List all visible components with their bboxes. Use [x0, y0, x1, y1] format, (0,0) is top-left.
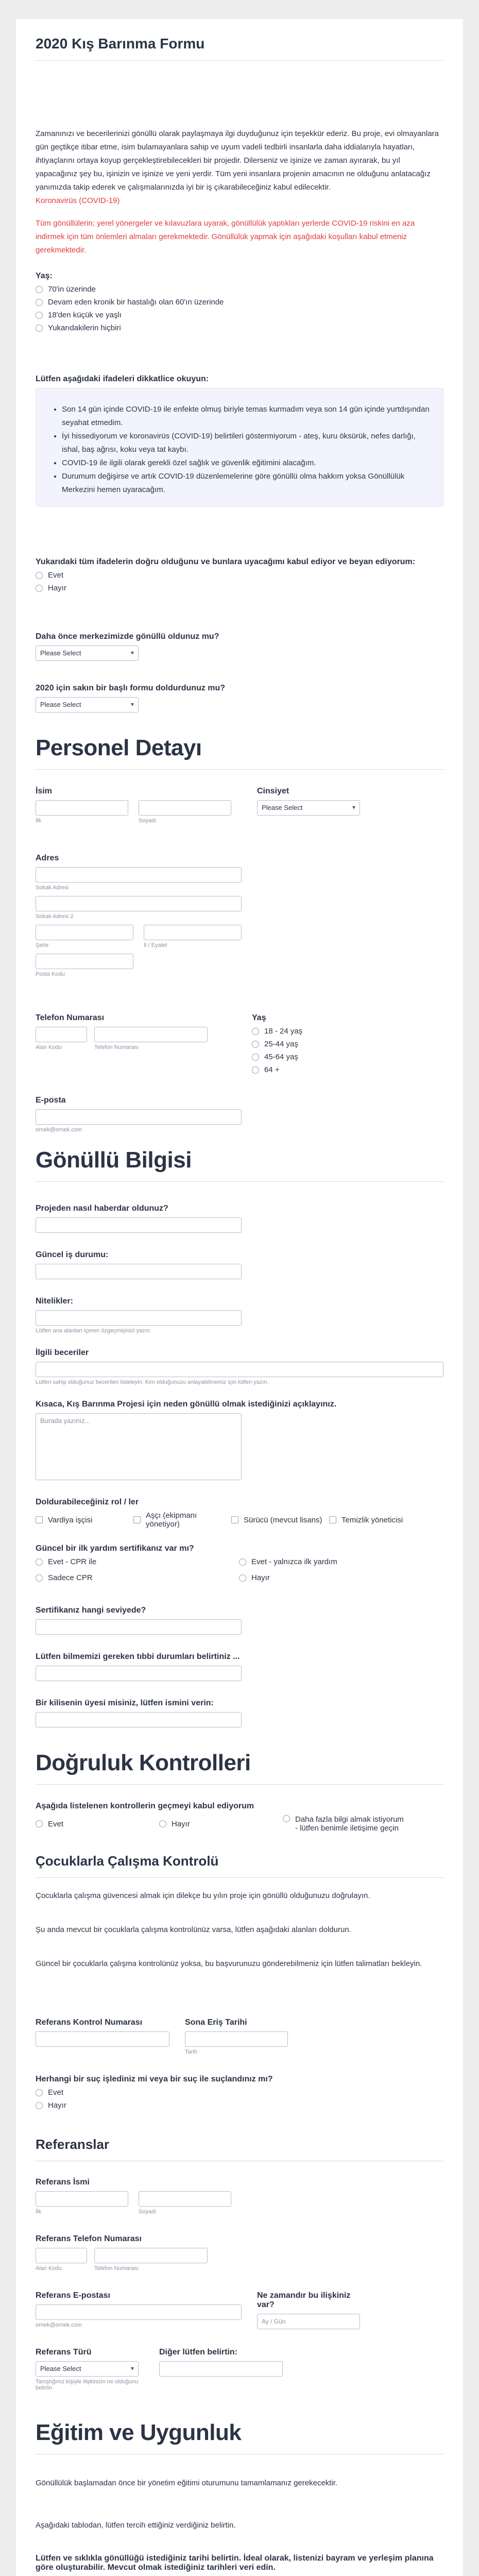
- cert-question: Güncel bir ilk yardım sertifikanız var mı?: [36, 1544, 194, 1553]
- ref-control-input[interactable]: [36, 2031, 169, 2047]
- checkbox[interactable]: [36, 1516, 43, 1523]
- address-label: Adres: [36, 854, 59, 862]
- radio[interactable]: [159, 1820, 166, 1827]
- radio[interactable]: [239, 1558, 246, 1566]
- role-option-0[interactable]: Vardiya işçisi: [36, 1511, 133, 1529]
- expiry-label: Sona Eriş Tarihi: [185, 2018, 247, 2027]
- radio[interactable]: [36, 1574, 43, 1582]
- medical-question: Lütfen bilmemizi gereken tıbbi durumları belirtiniz ...: [36, 1652, 240, 1661]
- ref-phone-input[interactable]: [94, 2248, 208, 2263]
- ref-first-input[interactable]: [36, 2191, 128, 2207]
- project-input[interactable]: [36, 1217, 242, 1233]
- church-input[interactable]: [36, 1712, 242, 1727]
- center-question: Daha önce merkezimizde gönüllü oldunuz mu?: [36, 632, 219, 641]
- street2-input[interactable]: [36, 896, 242, 911]
- children-text-3: Güncel bir çocuklarla çalışma kontrolünüz yoksa, bu başvurunuzu gönderebilmeniz için lütfen talimatları bekleyin.: [36, 1959, 422, 1968]
- radio[interactable]: [252, 1041, 259, 1048]
- cert-option-1[interactable]: Sadece CPR: [36, 1573, 224, 1582]
- ref-type-select[interactable]: Please Select ▾: [36, 2361, 139, 2377]
- skills-question: İlgili beceriler: [36, 1348, 89, 1357]
- cert-level-question: Sertifikanız hangi seviyede?: [36, 1606, 146, 1615]
- divider: [36, 1877, 443, 1878]
- availability-question: Lütfen ve sıklıkla gönüllüğü istediğiniz tarihi belirtin. İdeal olarak, listenizi bayram ve yerleşim planına göre oluşturabilir. Mevcut olmak istediğiniz tarihleri veri edin.: [36, 2554, 434, 2572]
- divider: [36, 769, 443, 770]
- job-question: Güncel iş durumu:: [36, 1250, 109, 1259]
- checks-option-2[interactable]: Daha fazla bilgi almak istiyorum - lütfen benimle iletişime geçin: [283, 1815, 406, 1833]
- divider: [36, 1784, 443, 1785]
- ref-email-input[interactable]: [36, 2304, 242, 2320]
- age-option-1[interactable]: Devam eden kronik bir hastalığı olan 60'ın üzerinde: [36, 298, 443, 307]
- gender-label: Cinsiyet: [257, 787, 289, 795]
- personal-heading: Personel Detayı: [36, 735, 202, 760]
- email-label: E-posta: [36, 1096, 66, 1105]
- role-option-1[interactable]: Aşçı (ekipmanı yönetiyor): [133, 1511, 231, 1529]
- covid-heading: Koronavirüs (COVID-19): [36, 196, 120, 205]
- radio[interactable]: [36, 1820, 43, 1827]
- year-question: 2020 için sakın bir başlı formu doldurdunuz mu?: [36, 684, 226, 692]
- ref-email-label: Referans E-postası: [36, 2291, 110, 2300]
- notice-item: • Son 14 gün içinde COVID-19 ile enfekte olmuş biriyle temas kurmadım veya son 14 gün içinde yurtdışından seyahat etmedim.: [62, 403, 432, 430]
- cert-option-0[interactable]: Evet - CPR ile: [36, 1557, 224, 1566]
- checks-option-0[interactable]: Evet: [36, 1815, 159, 1833]
- checks-question: Aşağıda listelenen kontrollerin geçmeyi kabul ediyorum: [36, 1802, 254, 1810]
- radio[interactable]: [36, 286, 43, 293]
- radio[interactable]: [36, 572, 43, 579]
- ref-type-label: Referans Türü: [36, 2348, 92, 2357]
- radio[interactable]: [36, 2102, 43, 2109]
- intro-text: Zamanınızı ve becerilerinizi gönüllü olarak paylaşmaya ilgi duyduğunuz için teşekkür ederiz. Bu proje, evi olmayanlara gün geçtikçe itibar etme, isim bulamayanlara sahip ve uyum vadeli tedbirli insanlarla daha iddialarıyla hayatları, ihtiyaçlarını ortaya koyup gerçekleştirebilecekleri bir projedir. Dilerseniz ve işinize ve zaman ayırarak, bu yıl yapacağınız şey bu, işinizin ve işinize ve yeni yerdir. Tüm yeni insanlara projenin amacının ne olduğunu anlatacağız yanımızda takip ederek ve çalışmalarınızda iyi bir iş çıkarabileceğiniz kabul edilecektir.: [36, 129, 439, 192]
- ref-date-input[interactable]: Ay / Gün: [257, 2314, 360, 2329]
- phone-input[interactable]: [94, 1027, 208, 1042]
- radio[interactable]: [252, 1066, 259, 1074]
- age-range-1[interactable]: 25-44 yaş: [252, 1040, 302, 1048]
- checkbox[interactable]: [231, 1516, 238, 1523]
- ref-control-label: Referans Kontrol Numarası: [36, 2018, 143, 2027]
- street-input[interactable]: [36, 867, 242, 883]
- last-name-input[interactable]: [139, 800, 231, 816]
- name-label: İsim: [36, 787, 53, 795]
- phone-label: Telefon Numarası: [36, 1013, 105, 1022]
- ref-last-input[interactable]: [139, 2191, 231, 2207]
- ref-other-label: Diğer lütfen belirtin:: [159, 2348, 237, 2357]
- notice-item: • İyi hissediyorum ve koronavirüs (COVID-19) belirtileri göstermiyorum - ateş, kuru öksürük, nefes darlığı, ishal, baş ağrısı, koku veya tat kaybı.: [62, 430, 432, 456]
- radio[interactable]: [239, 1574, 246, 1582]
- notice-item: • Durumum değişirse ve artık COVID-19 düzenlemelerine göre gönüllü olma hakkım yoksa Gönüllülük Merkezini hemen uyaracağım.: [62, 470, 432, 497]
- age-option-3[interactable]: Yukarıdakilerin hiçbiri: [36, 324, 443, 332]
- cert-option-2[interactable]: Evet - yalnızca ilk yardım: [239, 1557, 427, 1566]
- checks-option-1[interactable]: Hayır: [159, 1815, 283, 1833]
- area-code-input[interactable]: [36, 1027, 87, 1042]
- confirm-question: Yukarıdaki tüm ifadelerin doğru olduğunu ve bunlara uyacağımı kabul ediyor ve beyan ediyorum:: [36, 557, 416, 566]
- form-card: 2020 Kış Barınma Formu Zamanınızı ve becerilerinizi gönüllü olarak paylaşmaya ilgi duyduğunuz için teşekkür ederiz. Bu proje, evi olmayanlara gün geçtikçe itibar etme, isim bulamayanlara sahip ve uyum vadeli tedbirli insanlarla daha iddialarıyla hayatları, ihtiyaçlarını ortaya koyup gerçekleştirebilecekleri bir projedir. Dilerseniz ve işinize ve zaman ayırarak, bu yıl yapacağınız şey bu, işinizin ve işinize ve yeni yerdir. Tüm yeni insanlara projenin amacının ne olduğunu anlatacağız yanımızda takip ederek ve çalışmalarınızda iyi bir iş çıkarabileceğiniz kabul edilecektir. Koronavirüs (COVID-19) Tüm gönüllülerin; yerel yönergeler ve kılavuzlara uyarak, gönüllülük yaptıkları yerlerde COVID-19 riskini en aza indirmek için tüm önlemleri almaları gerekmektedir. Gönüllülük yapmak için aşağıdaki koşulları kabul etmeniz gerekmektedir. Yaş: 70'in üzerinde Devam eden kronik bir hastalığı olan 60'ın üzerinde 18'den küçük ve yaşlı Yukarıdakilerin hiçbiri Lütfen aşağıdaki ifadeleri dikkatlice okuyun: • Son 14 gün içinde COVID-19 ile enfekte olmuş biriyle temas kurmadım veya son 14 gün içinde yurtdışından seyahat etmedim. • İyi hissediyorum ve koronavirüs (COVID-19) belirtileri göstermiyorum - ateş, kuru öksürük, nefes darlığı, ishal, baş ağrısı, koku veya tat kaybı. • COVID-19 ile ilgili olarak gerekli özel sağlık ve güvenlik eğitimini alacağım. • Durumum değişirse ve artık COVID-19 düzenlemelerine göre gönüllü olma hakkım yoksa Gönüllülük Merkezini hemen uyaracağım. Yukarıdaki tüm ifadelerin doğru olduğunu ve bunlara uyacağımı kabul ediyor ve beyan ediyorum: Evet Hayır Daha önce merkezimizde gönüllü oldunuz mu? Please Select ▾ 2020 için sakın bir başlı formu doldurdunuz mu? Please Select ▾ Personel Detayı İsim İlk Soyadı Cinsiyet Please Select ▾ Adres Sokak Adresi Sokak Adresi 2 Şehir İl / Eyalet Posta Kodu Telefon Numarası Alan Kodu Telefon Numarası Yaş 18 - 24 yaş 25-44 yaş 45-64 yaş 64 + E-posta ornek@ornek.com Gönüllü Bilgisi Projeden nasıl haberdar oldunuz? Güncel iş durumu: Nitelikler: Lütfen ana alanları içeren özgeçmişinizi yazın İlgili beceriler Lütfen sahip olduğunuz becerileri listeleyin. Kim olduğunuzu anlayabilmemiz için lütfen yazın. Kısaca, Kış Barınma Projesi için neden gönüllü olmak istediğinizi açıklayınız. Burada yazınız... Doldurabileceğiniz rol / ler Vardiya işçisi Aşçı (ekipmanı yönetiyor) Sürücü (mevcut lisans) Temizlik yöneticisi Güncel bir ilk yardım sertifikanız var mı? Evet - CPR ile Evet - yalnızca ilk yardım Sadece CPR Hayır Sertifikanız hangi seviyede? Lütfen bilmemizi gereken tıbbi durumları belirtiniz ... Bir kilisenin üyesi misiniz, lütfen ismini verin: Doğruluk Kontrolleri Aşağıda listelenen kontrollerin geçmeyi kabul ediyorum Evet Hayır Daha fazla bilgi almak istiyorum - lütfen benimle iletişime geçin Çocuklarla Çalışma Kontrolü Çocuklarla çalışma güvencesi almak için dilekçe bu yılın proje için gönüllü olduğunuzu doğrulayın. Şu anda mevcut bir çocuklarla çalışma kontrolünüz varsa, lütfen aşağıdaki alanları doldurun. Güncel bir çocuklarla çalışma kontrolünüz yoksa, bu başvurunuzu gönderebilmeniz için lütfen talimatları bekleyin. Referans Kontrol Numarası Sona Eriş Tarihi Tarih Herhangi bir suç işlediniz mi veya bir suç ile suçlandınız mı? Evet Hayır Referanslar Referans İsmi İlk Soyadı Referans Telefon Numarası Alan Kodu Telefon Numarası Referans E-postası ornek@ornek.com Ne zamandır bu ilişkiniz var? Ay / Gün Referans Türü Please Select ▾ Tanıştığınız kişiyle ilişkinizin ne olduğunu belirtin Diğer lütfen belirtin: Eğitim ve Uygunluk Gönüllülük başlamadan önce bir yönetim eğitimi oturumunu tamamlamanız gerekecektir. Aşağıdaki tablodan, lütfen tercih ettiğiniz verdiğiniz belirtin. Lütfen ve sıklıkla gönüllüğü istediğiniz tarihi belirtin. İdeal olarak, listenizi bayram ve yerleşim planına göre oluşturabilir. Mevcut olmak istediğiniz tarihleri veri edin.: [16, 19, 463, 2576]
- felony-yes[interactable]: Evet: [36, 2088, 443, 2097]
- children-heading: Çocuklarla Çalışma Kontrolü: [36, 1853, 219, 1869]
- radio[interactable]: [36, 585, 43, 592]
- age-range-label: Yaş: [252, 1013, 266, 1022]
- project-question: Projeden nasıl haberdar oldunuz?: [36, 1204, 168, 1213]
- radio[interactable]: [36, 299, 43, 306]
- ref-phone-label: Referans Telefon Numarası: [36, 2234, 142, 2243]
- ref-other-input[interactable]: [159, 2361, 283, 2377]
- references-heading: Referanslar: [36, 2137, 110, 2152]
- gender-select[interactable]: Please Select ▾: [257, 800, 360, 816]
- age-range-3[interactable]: 64 +: [252, 1065, 302, 1074]
- role-option-2[interactable]: Sürücü (mevcut lisans): [231, 1511, 329, 1529]
- age-question: Yaş:: [36, 272, 53, 280]
- city-input[interactable]: [36, 925, 133, 940]
- checks-heading: Doğruluk Kontrolleri: [36, 1750, 251, 1775]
- radio[interactable]: [36, 312, 43, 319]
- job-input[interactable]: [36, 1264, 242, 1279]
- first-name-input[interactable]: [36, 800, 128, 816]
- age-option-2[interactable]: 18'den küçük ve yaşlı: [36, 311, 443, 319]
- notice-box: [36, 388, 443, 506]
- cert-option-3[interactable]: Hayır: [239, 1573, 427, 1582]
- zip-input[interactable]: [36, 954, 133, 969]
- training-text-1: Gönüllülük başlamadan önce bir yönetim eğitimi oturumunu tamamlamanız gerekecektir.: [36, 2479, 338, 2487]
- role-option-3[interactable]: Temizlik yöneticisi: [329, 1511, 427, 1529]
- covid-text: Tüm gönüllülerin; yerel yönergeler ve kılavuzlara uyarak, gönüllülük yaptıkları yerlerde COVID-19 riskini en aza indirmek için tüm önlemleri almaları gerekmektedir. Gönüllülük yapmak için aşağıdaki koşulları kabul etmeniz gerekmektedir.: [36, 219, 415, 255]
- roles-question: Doldurabileceğiniz rol / ler: [36, 1498, 139, 1506]
- confirm-yes[interactable]: Evet: [36, 571, 443, 580]
- children-text-1: Çocuklarla çalışma güvencesi almak için dilekçe bu yılın proje için gönüllü olduğunuzu doğrulayın.: [36, 1891, 370, 1900]
- children-text-2: Şu anda mevcut bir çocuklarla çalışma kontrolünüz varsa, lütfen aşağıdaki alanları doldurun.: [36, 1925, 351, 1934]
- church-question: Bir kilisenin üyesi misiniz, lütfen ismini verin:: [36, 1699, 214, 1707]
- checkbox[interactable]: [329, 1516, 336, 1523]
- age-range-2[interactable]: 45-64 yaş: [252, 1053, 302, 1061]
- felony-no[interactable]: Hayır: [36, 2101, 443, 2110]
- radio[interactable]: [36, 325, 43, 332]
- radio[interactable]: [252, 1054, 259, 1061]
- checkbox[interactable]: [133, 1516, 141, 1523]
- age-range-0[interactable]: 18 - 24 yaş: [252, 1027, 302, 1036]
- divider: [36, 1181, 443, 1182]
- age-option-0[interactable]: 70'in üzerinde: [36, 285, 443, 294]
- radio[interactable]: [283, 1815, 290, 1822]
- state-input[interactable]: [144, 925, 242, 940]
- volunteer-heading: Gönüllü Bilgisi: [36, 1147, 192, 1173]
- center-select[interactable]: Please Select ▾: [36, 646, 139, 661]
- medical-input[interactable]: [36, 1666, 242, 1681]
- notice-question: Lütfen aşağıdaki ifadeleri dikkatlice okuyun:: [36, 375, 209, 383]
- email-input[interactable]: [36, 1109, 242, 1125]
- expiry-input[interactable]: [185, 2031, 288, 2047]
- confirm-no[interactable]: Hayır: [36, 584, 443, 592]
- ref-area-input[interactable]: [36, 2248, 87, 2263]
- cert-level-input[interactable]: [36, 1619, 242, 1635]
- qualifications-question: Nitelikler:: [36, 1297, 73, 1306]
- notice-item: • COVID-19 ile ilgili olarak gerekli özel sağlık ve güvenlik eğitimini alacağım.: [62, 456, 432, 470]
- ref-date-question: Ne zamandır bu ilişkiniz var?: [257, 2291, 351, 2309]
- qualifications-input[interactable]: [36, 1310, 242, 1326]
- training-heading: Eğitim ve Uygunluk: [36, 2420, 242, 2445]
- radio[interactable]: [36, 2089, 43, 2096]
- ref-name-label: Referans İsmi: [36, 2178, 90, 2187]
- form-title: 2020 Kış Barınma Formu: [36, 36, 205, 52]
- why-question: Kısaca, Kış Barınma Projesi için neden gönüllü olmak istediğinizi açıklayınız.: [36, 1400, 337, 1409]
- radio[interactable]: [252, 1028, 259, 1035]
- year-select[interactable]: Please Select ▾: [36, 697, 139, 713]
- felony-question: Herhangi bir suç işlediniz mi veya bir suç ile suçlandınız mı?: [36, 2075, 273, 2083]
- divider: [36, 60, 443, 61]
- radio[interactable]: [36, 1558, 43, 1566]
- training-text-2: Aşağıdaki tablodan, lütfen tercih ettiğiniz verdiğiniz belirtin.: [36, 2521, 236, 2530]
- skills-input[interactable]: [36, 1362, 443, 1377]
- why-textarea[interactable]: Burada yazınız...: [36, 1413, 242, 1480]
